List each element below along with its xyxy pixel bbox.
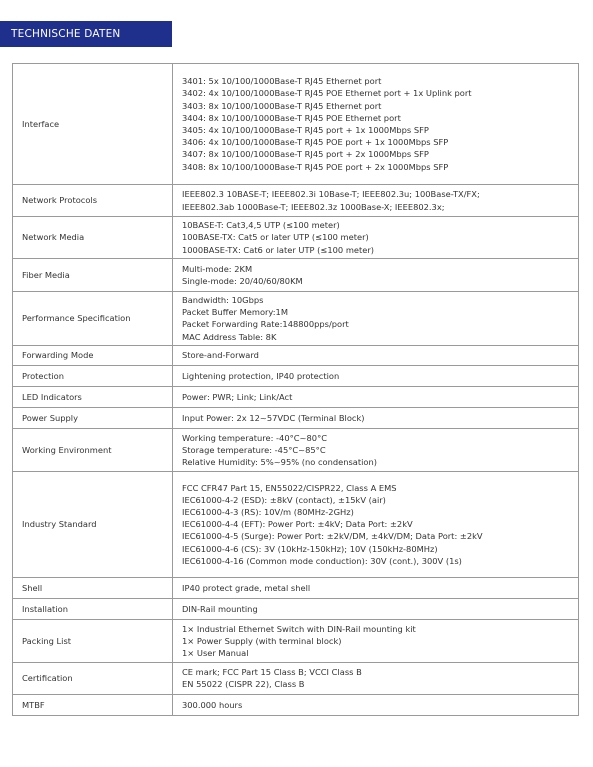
spec-label: Performance Specification xyxy=(13,292,173,346)
spec-label: Installation xyxy=(13,598,173,619)
spec-value-line: 1× User Manual xyxy=(182,647,249,658)
spec-value xyxy=(173,662,579,694)
spec-value-line: 1000BASE-TX: Cat6 or later UTP (≤100 meter) xyxy=(182,244,375,255)
spec-row xyxy=(13,365,579,386)
spec-label: Industry Standard xyxy=(13,471,173,577)
specifications-table xyxy=(12,63,579,716)
spec-value-line: IEC61000-4-2 (ESD): ±8kV (contact), ±15kV (air) xyxy=(182,494,386,505)
spec-label: Interface xyxy=(13,64,173,185)
spec-row xyxy=(13,292,579,346)
spec-row xyxy=(13,185,579,217)
spec-label: MTBF xyxy=(13,694,173,715)
spec-value-line: Relative Humidity: 5%~95% (no condensation) xyxy=(182,456,378,467)
spec-row xyxy=(13,577,579,598)
spec-value xyxy=(173,64,579,185)
spec-value-line: IEC61000-4-4 (EFT): Power Port: ±4kV; Data Port: ±2kV xyxy=(182,519,413,530)
spec-value-line: Lightening protection, IP40 protection xyxy=(182,370,340,381)
spec-value-line: 100BASE-TX: Cat5 or later UTP (≤100 meter) xyxy=(182,232,369,243)
spec-row xyxy=(13,662,579,694)
spec-row xyxy=(13,217,579,259)
spec-value-line: EN 55022 (CISPR 22), Class B xyxy=(182,679,305,690)
spec-row xyxy=(13,694,579,715)
spec-label: Network Protocols xyxy=(13,185,173,217)
spec-value-line: Packet Buffer Memory:1M xyxy=(182,307,288,318)
spec-value xyxy=(173,428,579,471)
spec-row xyxy=(13,619,579,662)
spec-label: Packing List xyxy=(13,619,173,662)
spec-value xyxy=(173,217,579,259)
spec-label: Protection xyxy=(13,365,173,386)
spec-value-line: 3404: 8x 10/100/1000Base-T RJ45 POE Ethernet port xyxy=(182,112,401,123)
spec-label: Fiber Media xyxy=(13,259,173,292)
spec-value-line: 3408: 8x 10/100/1000Base-T RJ45 POE port + 2x 1000Mbps SFP xyxy=(182,161,449,172)
spec-value-line: Storage temperature: -45°C~85°C xyxy=(182,444,326,455)
spec-value-line: 3401: 5x 10/100/1000Base-T RJ45 Ethernet port xyxy=(182,76,382,87)
spec-value-line: Working temperature: -40°C~80°C xyxy=(182,432,328,443)
spec-value-line: Power: PWR; Link; Link/Act xyxy=(182,391,293,402)
spec-value-line: IEC61000-4-6 (CS): 3V (10kHz-150kHz); 10V (150kHz-80MHz) xyxy=(182,543,438,554)
section-title: TECHNISCHE DATEN xyxy=(11,28,121,40)
spec-value-line: IEC61000-4-3 (RS): 10V/m (80MHz-2GHz) xyxy=(182,507,354,517)
spec-value-line: 3405: 4x 10/100/1000Base-T RJ45 port + 1x 1000Mbps SFP xyxy=(182,125,429,135)
spec-value-line: 10BASE-T: Cat3,4,5 UTP (≤100 meter) xyxy=(182,220,340,231)
spec-value-line: Packet Forwarding Rate:148800pps/port xyxy=(182,319,349,330)
spec-value xyxy=(173,259,579,292)
spec-value xyxy=(173,185,579,217)
spec-value-line: Multi-mode: 2KM xyxy=(182,263,253,274)
spec-value-line: IEC61000-4-5 (Surge): Power Port: ±2kV/DM, ±4kV/DM; Data Port: ±2kV xyxy=(182,531,483,542)
spec-row xyxy=(13,428,579,471)
spec-row xyxy=(13,407,579,428)
spec-value-line: CE mark; FCC Part 15 Class B; VCCI Class B xyxy=(182,667,362,678)
spec-row xyxy=(13,386,579,407)
spec-value-line: 3407: 8x 10/100/1000Base-T RJ45 port + 2x 1000Mbps SFP xyxy=(182,149,429,160)
spec-row xyxy=(13,345,579,365)
spec-value-line: 3406: 4x 10/100/1000Base-T RJ45 POE port + 1x 1000Mbps SFP xyxy=(182,137,449,148)
spec-row xyxy=(13,64,579,185)
spec-value-line: DIN-Rail mounting xyxy=(182,603,258,614)
spec-value xyxy=(173,292,579,346)
spec-value-line: Single-mode: 20/40/60/80KM xyxy=(182,276,303,286)
spec-value xyxy=(173,345,579,365)
spec-value-line: IP40 protect grade, metal shell xyxy=(182,582,311,593)
spec-label: LED Indicators xyxy=(13,386,173,407)
spec-value xyxy=(173,407,579,428)
spec-value-line: Store-and-Forward xyxy=(182,350,259,361)
section-header xyxy=(0,21,172,47)
spec-row xyxy=(13,598,579,619)
spec-value-line: FCC CFR47 Part 15, EN55022/CISPR22, Class A EMS xyxy=(182,482,397,493)
spec-value-line: IEC61000-4-16 (Common mode conduction): 30V (cont.), 300V (1s) xyxy=(182,555,462,566)
spec-row xyxy=(13,471,579,577)
spec-value-line: Input Power: 2x 12~57VDC (Terminal Block) xyxy=(182,412,365,423)
spec-label: Shell xyxy=(13,577,173,598)
spec-value xyxy=(173,619,579,662)
spec-value-line: IEEE802.3ab 1000Base-T; IEEE802.3z 1000Base-X; IEEE802.3x; xyxy=(182,201,445,212)
spec-value-line: 3402: 4x 10/100/1000Base-T RJ45 POE Ethernet port + 1x Uplink port xyxy=(182,88,472,99)
spec-label: Power Supply xyxy=(13,407,173,428)
spec-value-line: 1× Industrial Ethernet Switch with DIN-Rail mounting kit xyxy=(182,623,416,634)
spec-label: Network Media xyxy=(13,217,173,259)
spec-value-line: MAC Address Table: 8K xyxy=(182,331,277,342)
spec-value xyxy=(173,598,579,619)
spec-label: Forwarding Mode xyxy=(13,345,173,365)
spec-label: Certification xyxy=(13,662,173,694)
spec-row xyxy=(13,259,579,292)
spec-value xyxy=(173,471,579,577)
spec-value-line: Bandwidth: 10Gbps xyxy=(182,295,264,305)
spec-value xyxy=(173,577,579,598)
spec-value-line: 300.000 hours xyxy=(182,699,243,710)
specifications-body xyxy=(13,64,579,716)
spec-value xyxy=(173,386,579,407)
spec-value-line: IEEE802.3 10BASE-T; IEEE802.3i 10Base-T; IEEE802.3u; 100Base-TX/FX; xyxy=(182,189,480,200)
spec-value-line: 1× Power Supply (with terminal block) xyxy=(182,635,342,646)
spec-value xyxy=(173,694,579,715)
spec-value xyxy=(173,365,579,386)
spec-value-line: 3403: 8x 10/100/1000Base-T RJ45 Ethernet port xyxy=(182,100,382,111)
spec-label: Working Environment xyxy=(13,428,173,471)
